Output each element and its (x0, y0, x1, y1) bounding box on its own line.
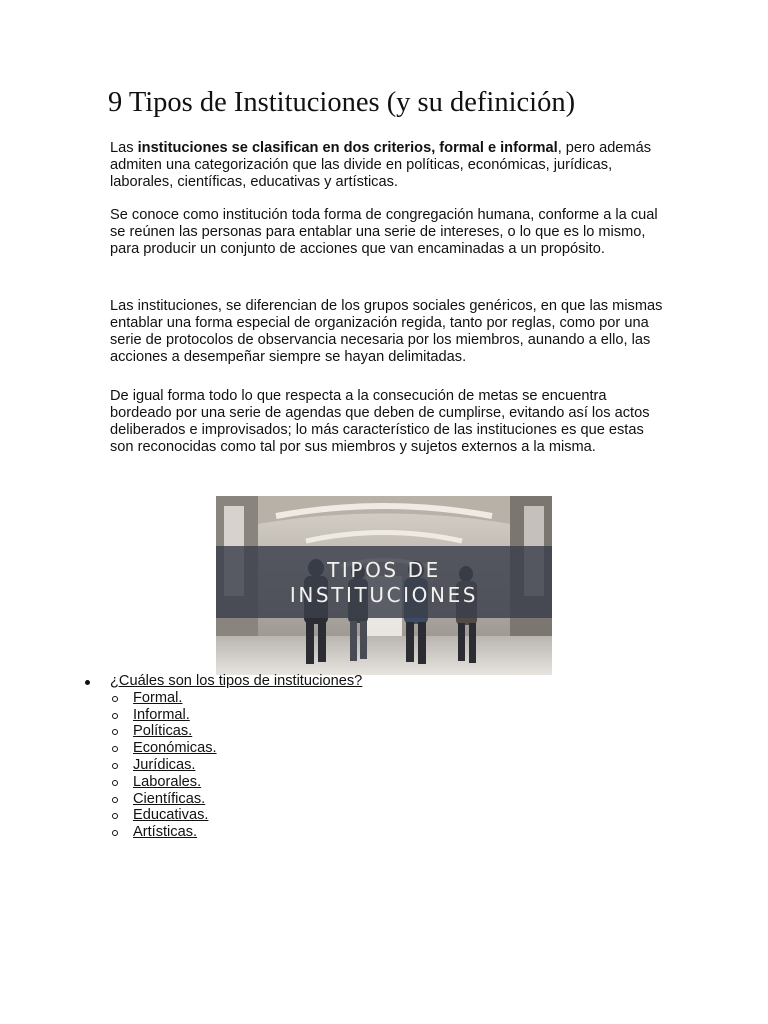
toc-link-cientificas[interactable]: Científicas. (133, 790, 206, 807)
circle-bullet-icon (112, 713, 118, 719)
intro-bold-text: instituciones se clasifican en dos criterios, formal e informal (137, 140, 558, 156)
toc-main-item (80, 673, 362, 841)
intro-text-start: Las (110, 140, 138, 156)
toc-link-laborales[interactable]: Laborales. (133, 773, 202, 790)
table-of-contents (80, 673, 362, 841)
page-title: 9 Tipos de Instituciones (y su definición) (108, 87, 576, 118)
toc-sublist (110, 690, 362, 841)
toc-link-informal[interactable]: Informal. (133, 706, 190, 723)
intro-text-end: , pero además admiten una categorización que las divide en políticas, económicas, jurídicas, laborales, científicas, educativas y artísticas. (110, 140, 651, 190)
toc-subitem (110, 707, 362, 724)
toc-subitem (110, 757, 362, 774)
toc-link-educativas[interactable]: Educativas. (133, 807, 209, 824)
toc-subitem (110, 723, 362, 740)
toc-subitem (110, 807, 362, 824)
circle-bullet-icon (112, 797, 118, 803)
circle-bullet-icon (112, 696, 118, 702)
hero-title-band (216, 546, 552, 618)
hero-title-line1: TIPOS DE (327, 558, 441, 582)
circle-bullet-icon (112, 780, 118, 786)
toc-link-politicas[interactable]: Políticas. (133, 723, 193, 740)
circle-bullet-icon (112, 813, 118, 819)
toc-link-juridicas[interactable]: Jurídicas. (133, 756, 196, 773)
toc-link-economicas[interactable]: Económicas. (133, 740, 217, 757)
paragraph-definition: Se conoce como institución toda forma de congregación humana, conforme a la cual se reúnen las personas para entablar una serie de intereses, o lo que es lo mismo, para producir un conjunto de acciones que van encaminadas a un propósito. (110, 207, 658, 257)
circle-bullet-icon (112, 729, 118, 735)
bullet-icon (85, 680, 90, 685)
toc-subitem (110, 791, 362, 808)
circle-bullet-icon (112, 830, 118, 836)
hero-image (216, 496, 552, 675)
hero-title-line2: INSTITUCIONES (289, 583, 479, 607)
toc-subitem (110, 774, 362, 791)
toc-subitem (110, 824, 362, 841)
paragraph-goals: De igual forma todo lo que respecta a la consecución de metas se encuentra bordeado por una serie de agendas que deben de cumplirse, evitando así los actos deliberados e improvisados; lo más característico de las instituciones es que estas son reconocidas como tal por sus miembros y sujetos externos a la misma. (110, 388, 650, 455)
circle-bullet-icon (112, 746, 118, 752)
intro-paragraph (110, 140, 670, 191)
toc-subitem (110, 690, 362, 707)
toc-link-formal[interactable]: Formal. (133, 689, 183, 706)
paragraph-differences: Las instituciones, se diferencian de los grupos sociales genéricos, en que las mismas entablar una forma especial de organización regida, tanto por reglas, como por una serie de protocolos de observancia necesaria por los miembros, aunando a ello, las acciones a desempeñar siempre se hayan delimitadas. (110, 298, 663, 365)
toc-link-tipos[interactable]: ¿Cuáles son los tipos de instituciones? (110, 673, 363, 689)
circle-bullet-icon (112, 763, 118, 769)
toc-link-artisticas[interactable]: Artísticas. (133, 824, 198, 841)
toc-subitem (110, 740, 362, 757)
